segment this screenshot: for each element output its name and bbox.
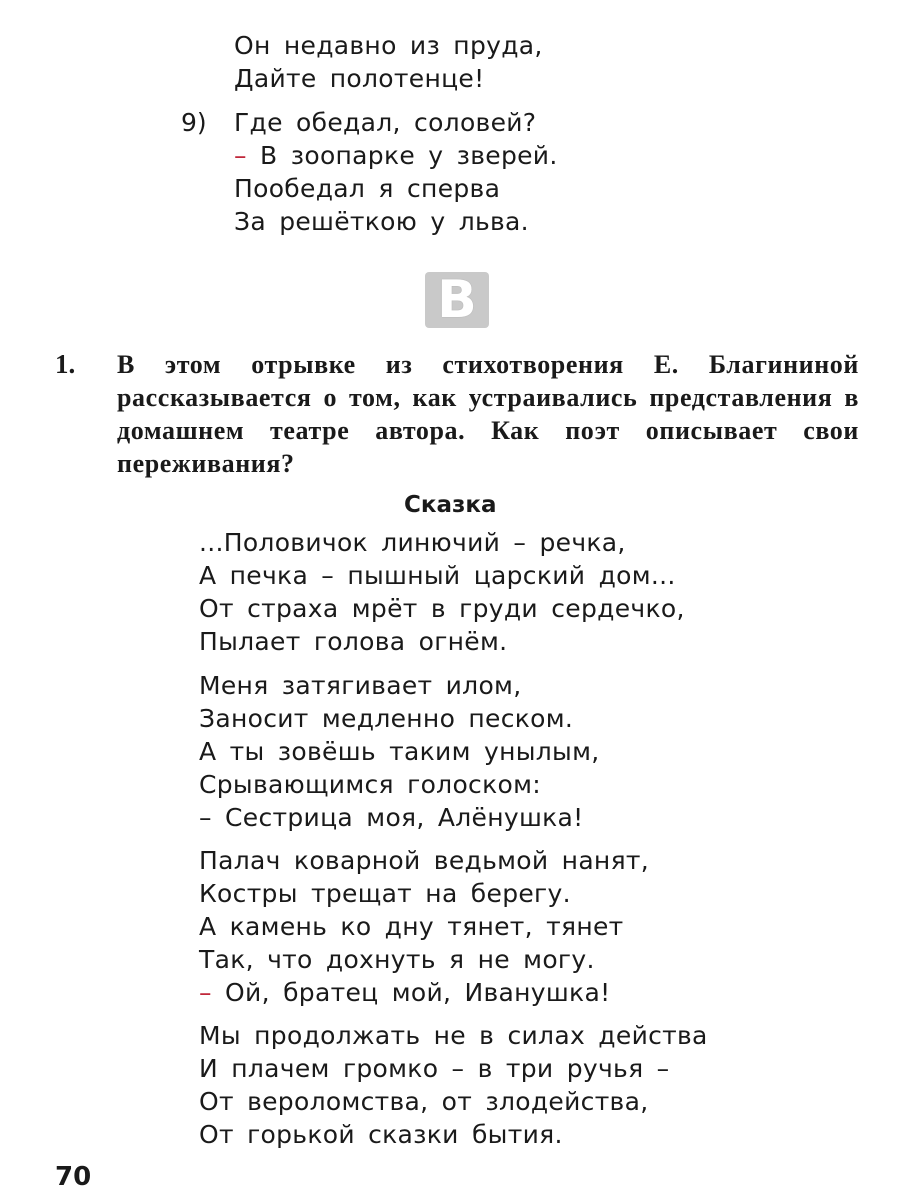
verse-line: Где обедал, соловей?	[234, 108, 537, 137]
verse-line: Костры трещат на берегу.	[199, 879, 571, 908]
task-number: 1.	[55, 349, 76, 379]
section-badge	[425, 272, 489, 328]
dialogue-dash: –	[234, 141, 247, 170]
verse-line: А ты зовёшь таким унылым,	[199, 737, 600, 766]
verse-line: А печка – пышный царский дом...	[199, 561, 676, 590]
verse-line: – В зоопарке у зверей.	[234, 141, 558, 170]
item9-verse	[234, 106, 558, 238]
verse-line: От страха мрёт в груди сердечко,	[199, 594, 685, 623]
dialogue-dash: –	[199, 978, 212, 1007]
verse-line: Так, что дохнуть я не могу.	[199, 945, 595, 974]
verse-line: А камень ко дну тянет, тянет	[199, 912, 624, 941]
verse-line: Заносит медленно песком.	[199, 704, 574, 733]
verse-line: И плачем громко – в три ручья –	[199, 1054, 670, 1083]
verse-line: Пылает голова огнём.	[199, 627, 508, 656]
verse-line: Он недавно из пруда,	[234, 31, 543, 60]
verse-line: Палач коварной ведьмой нанят,	[199, 846, 650, 875]
task-text: В этом отрывке из стихотворения Е. Благининой рассказывается о том, как устраивались представления в домашнем театре автора. Как поэт описывает свои переживания?	[117, 350, 859, 478]
poem-title: Сказка	[404, 492, 497, 518]
item-number: 9)	[181, 108, 207, 137]
verse-line: Мы продолжать не в силах действа	[199, 1021, 708, 1050]
poem-stanza	[199, 526, 685, 658]
verse-line: Дайте полотенце!	[234, 64, 485, 93]
verse-line: Меня затягивает илом,	[199, 671, 522, 700]
poem-stanza	[199, 669, 600, 834]
verse-line: За решёткою у льва.	[234, 207, 529, 236]
verse-line: От горькой сказки бытия.	[199, 1120, 563, 1149]
verse-line: – Сестрица моя, Алёнушка!	[199, 803, 584, 832]
poem-stanza	[199, 1019, 708, 1151]
verse-line: Пообедал я сперва	[234, 174, 501, 203]
page-number: 70	[55, 1162, 92, 1192]
verse-line: ...Половичок линючий – речка,	[199, 528, 626, 557]
section-letter: В	[437, 270, 477, 330]
verse-line: – Ой, братец мой, Иванушка!	[199, 978, 611, 1007]
verse-line: Срывающимся голоском:	[199, 770, 541, 799]
poem-stanza	[199, 844, 649, 1009]
verse-line: От вероломства, от злодейства,	[199, 1087, 649, 1116]
top-verse	[234, 29, 543, 95]
